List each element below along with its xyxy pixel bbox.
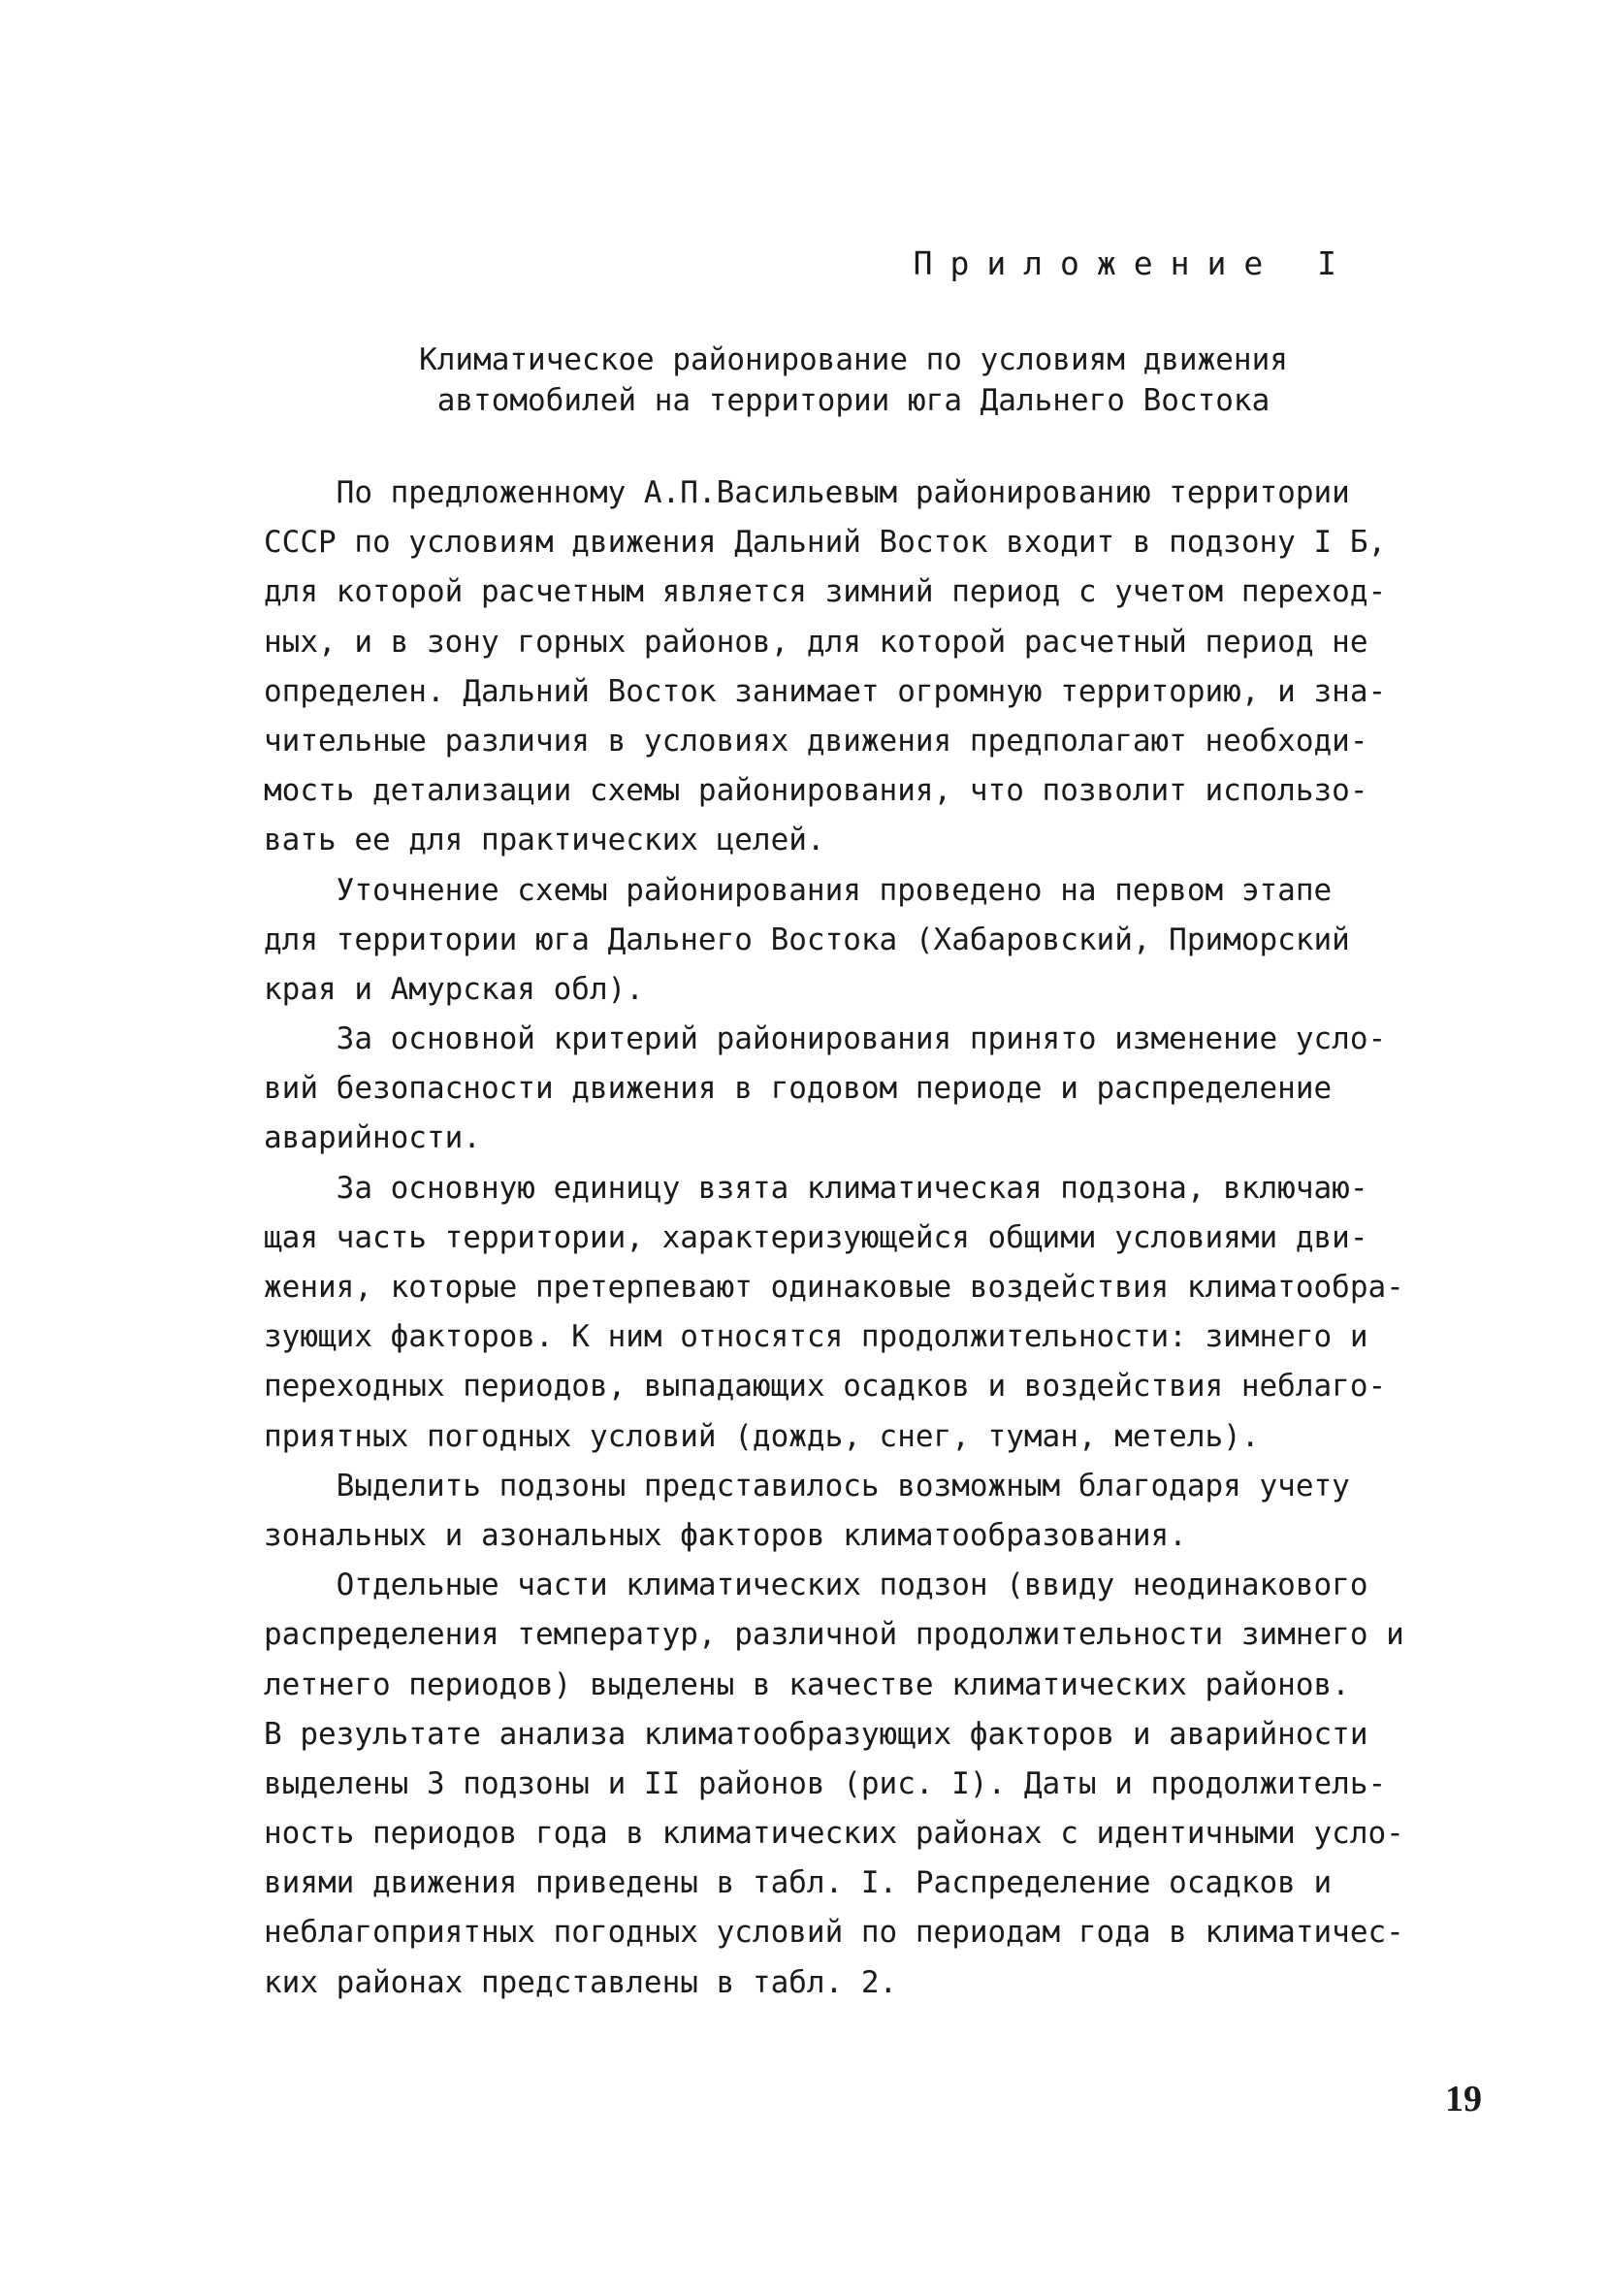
body-line: щая часть территории, характеризующейся общими условиями дви- [264,1219,1368,1255]
body-line: мость детализации схемы районирования, что позволит использо- [264,773,1368,809]
body-line: В результате анализа климатообразующих факторов и аварийности [264,1716,1368,1752]
body-line: жения, которые претерпевают одинаковые воздействия климатообра- [264,1270,1404,1305]
body-line: неблагоприятных погодных условий по периодам года в климатичес- [264,1915,1404,1951]
body-line: вий безопасности движения в годовом периоде и распределение [264,1071,1333,1107]
body-line: ких районах представлены в табл. 2. [264,1964,898,2000]
body-line: Уточнение схемы районирования проведено на первом этапе [264,872,1333,908]
body-line: зональных и азональных факторов климатообразования. [264,1517,1187,1553]
body-line: края и Амурская обл). [264,971,644,1007]
body-line: переходных периодов, выпадающих осадков и воздействия неблаго- [264,1369,1387,1405]
page-number: 19 [1445,2079,1482,2119]
body-line: приятных погодных условий (дождь, снег, туман, метель). [264,1418,1260,1454]
body-line: летнего периодов) выделены в качестве климатических районов. [264,1666,1350,1702]
body-line: За основную единицу взята климатическая подзона, включаю- [264,1170,1368,1206]
body-line: распределения температур, различной продолжительности зимнего и [264,1617,1404,1653]
title-line-2: автомобилей на территории юга Дальнего Востока [436,383,1270,418]
body-line: Выделить подзоны представилось возможным благодаря учету [264,1468,1350,1504]
body-line: СССР по условиям движения Дальний Восток входит в подзону I Б, [264,525,1387,561]
body-line: зующих факторов. К ним относятся продолжительности: зимнего и [264,1319,1368,1355]
body-line: ность периодов года в климатических районах с идентичными усло- [264,1816,1404,1852]
body-line: вать ее для практических целей. [264,823,825,858]
body-line: для которой расчетным является зимний период с учетом переход- [264,574,1387,610]
body-line: для территории юга Дальнего Востока (Хабаровский, Приморский [264,922,1350,957]
body-line: По предложенному А.П.Васильевым районированию территории [264,475,1350,510]
body-line: определен. Дальний Восток занимает огромную территорию, и зна- [264,673,1387,709]
body-line: чительные различия в условиях движения предполагают необходи- [264,723,1368,759]
body-line: аварийности. [264,1120,481,1156]
body-line: виями движения приведены в табл. I. Распределение осадков и [264,1865,1333,1901]
body-line: Отдельные части климатических подзон (ввиду неодинакового [264,1568,1368,1603]
title-line-1: Климатическое районирование по условиям движения [419,342,1288,377]
body-line: выделены 3 подзоны и II районов (рис. I). Даты и продолжитель- [264,1765,1387,1801]
section-title [369,340,1338,421]
appendix-label: Приложение I [913,244,1354,282]
body-line: ных, и в зону горных районов, для которой расчетный период не [264,624,1368,660]
body-line: За основной критерий районирования принято изменение усло- [264,1021,1387,1057]
body-text [264,469,1515,2008]
